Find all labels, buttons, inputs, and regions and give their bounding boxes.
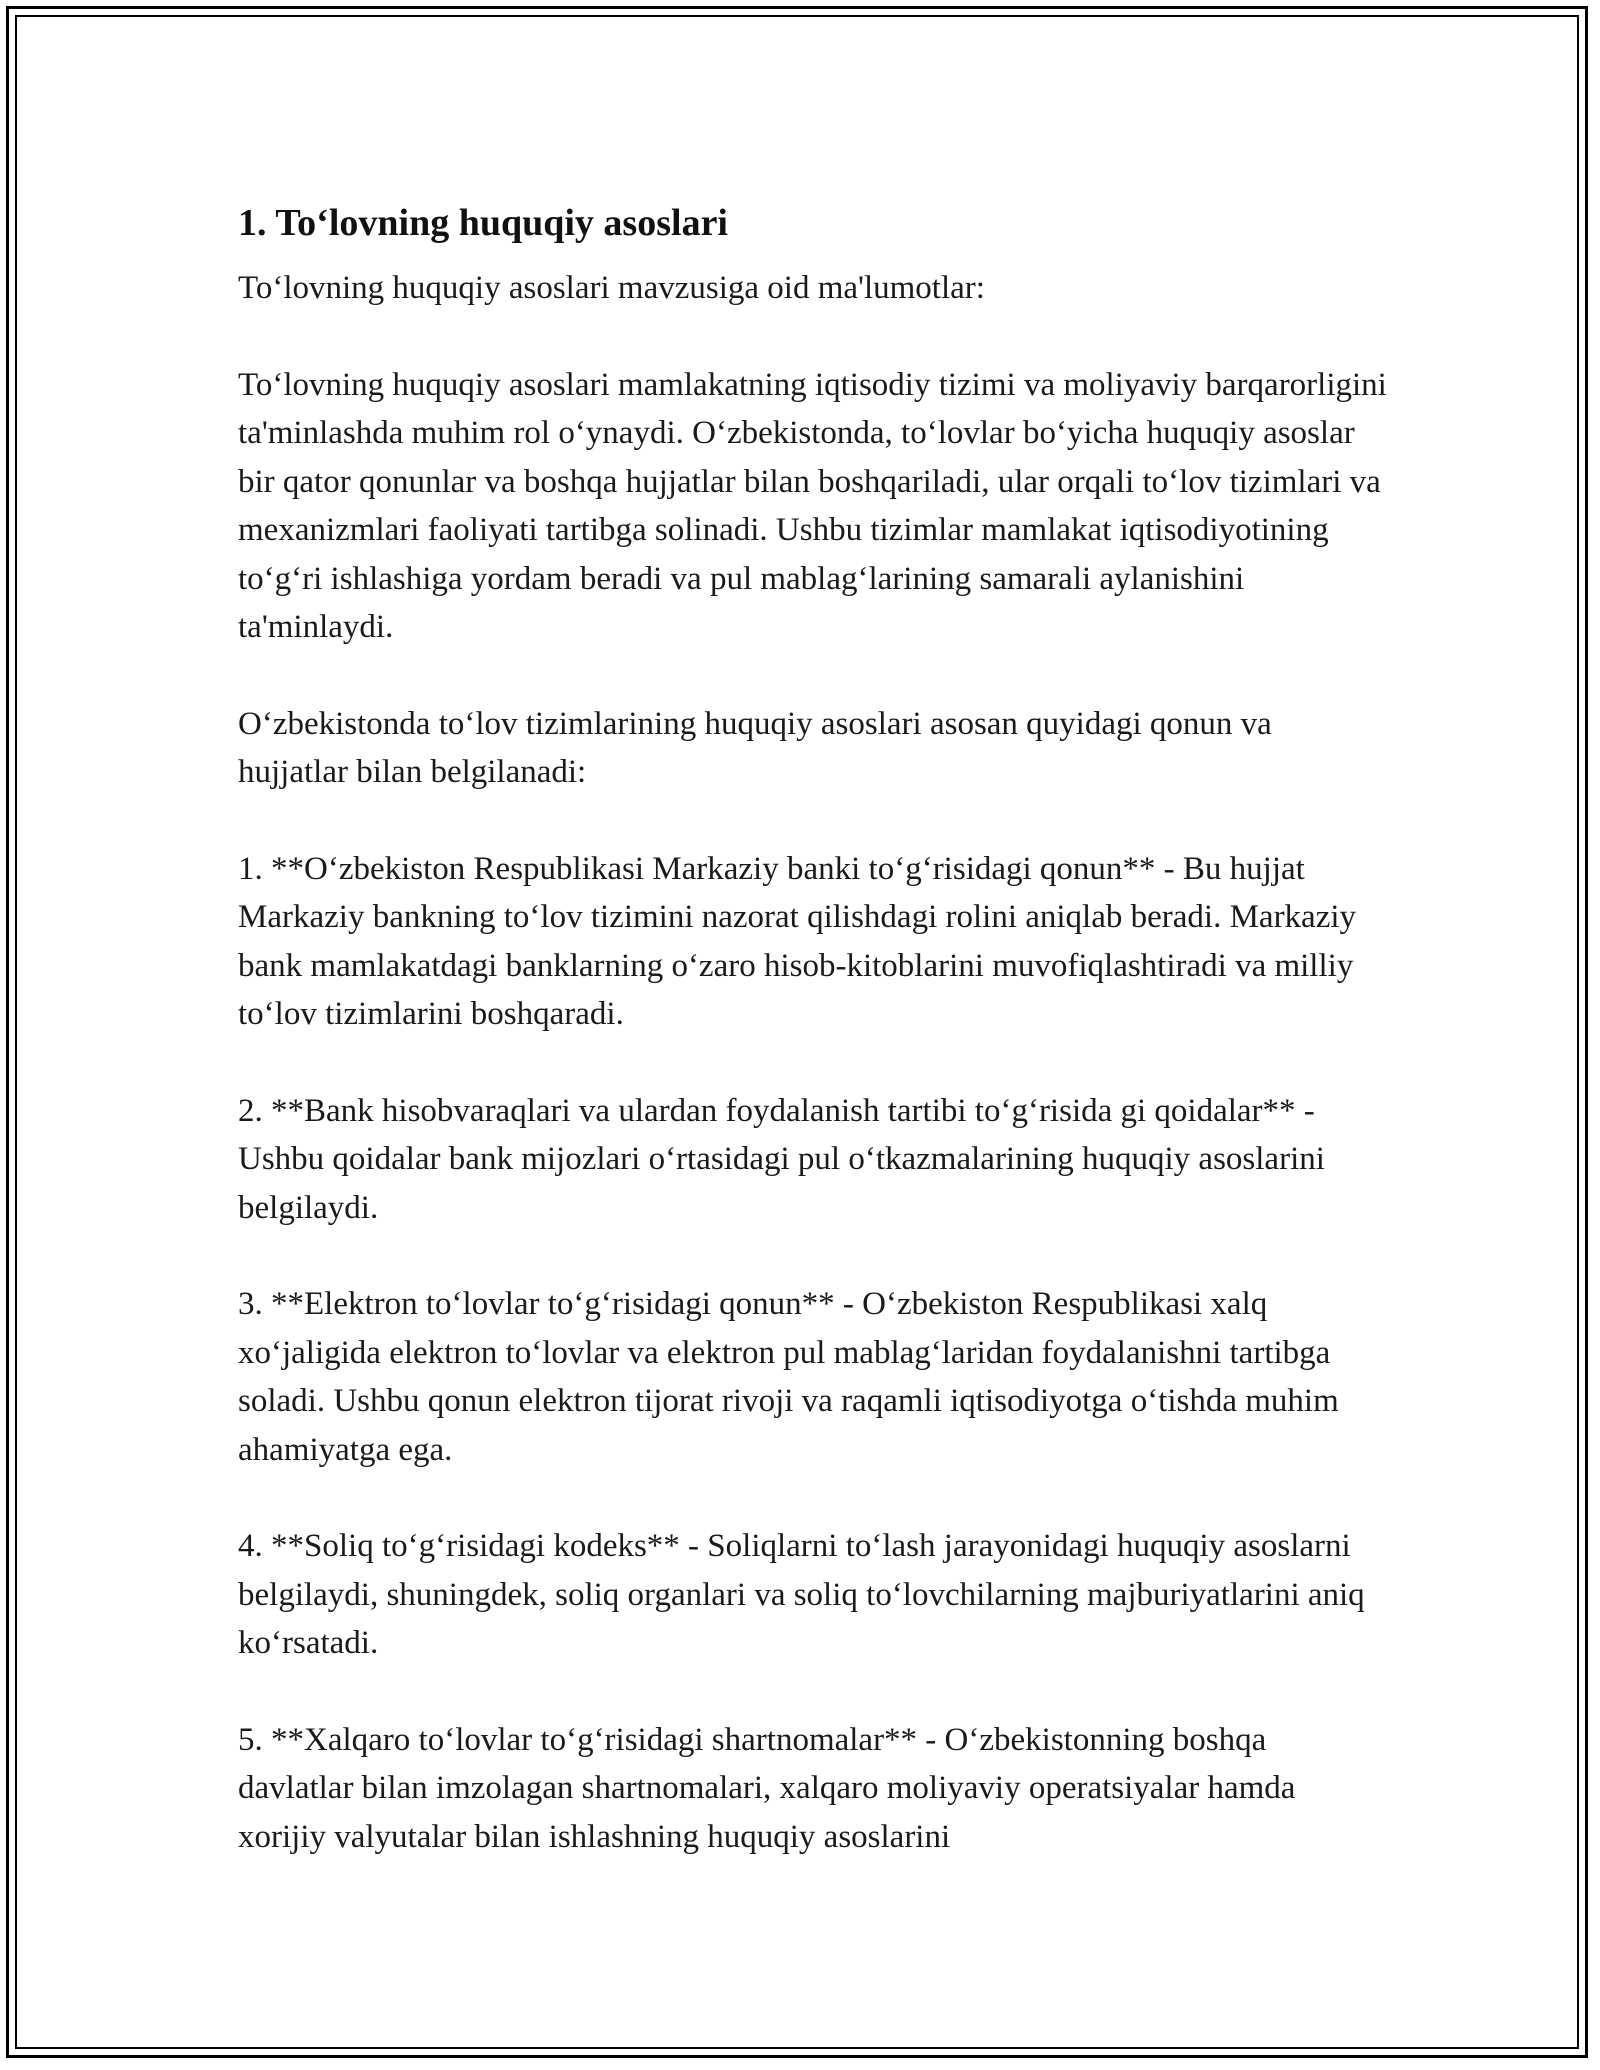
list-item-electronic-payments-law: 3. **Elektron to‘lovlar to‘g‘risidagi qonun** - O‘zbekiston Respublikasi xalq xo‘jaligida elektron to‘lovlar va elektron pul mablag‘laridan foydalanishni tartibga soladi. Ushbu qonun elektron tijorat rivoji va raqamli iqtisodiyotga o‘tishda muhim ahamiyatga ega. xyxy=(238,1286,1339,1468)
section-title: 1. To‘lovning huquqiy asoslari xyxy=(238,202,728,244)
document-page xyxy=(6,6,1588,2058)
list-item-international-agreements: 5. **Xalqaro to‘lovlar to‘g‘risidagi shartnomalar** - O‘zbekistonning boshqa davlatlar bilan imzolagan shartnomalari, xalqaro moliyaviy operatsiyalar hamda xorijiy valyutalar bilan ishlashning huquqiy asoslarini xyxy=(238,1721,1296,1855)
paragraph-overview: To‘lovning huquqiy asoslari mamlakatning iqtisodiy tizimi va moliyaviy barqarorligini ta'minlashda muhim rol o‘ynaydi. O‘zbekistonda, to‘lovlar bo‘yicha huquqiy asoslar bir qator qonunlar va boshqa hujjatlar bilan boshqariladi, ular orqali to‘lov tizimlari va mexanizmlari faoliyati tartibga solinadi. Ushbu tizimlar mamlakat iqtisodiyotining to‘g‘ri ishlashiga yordam beradi va pul mablag‘larining samarali aylanishini ta'minlaydi. xyxy=(238,366,1387,645)
paragraph-list-intro: O‘zbekistonda to‘lov tizimlarining huquqiy asoslari asosan quyidagi qonun va hujjatlar bilan belgilanadi: xyxy=(238,705,1272,790)
list-item-tax-code: 4. **Soliq to‘g‘risidagi kodeks** - Soliqlarni to‘lash jarayonidagi huquqiy asoslarni belgilaydi, shuningdek, soliq organlari va soliq to‘lovchilarning majburiyatlarini aniq ko‘rsatadi. xyxy=(238,1528,1365,1661)
intro-paragraph: To‘lovning huquqiy asoslari mavzusiga oid ma'lumotlar: xyxy=(238,270,985,306)
list-item-bank-accounts-rules: 2. **Bank hisobvaraqlari va ulardan foydalanish tartibi to‘g‘risida gi qoidalar** - Ushbu qoidalar bank mijozlari o‘rtasidagi pul o‘tkazmalarining huquqiy asoslarini belgilaydi. xyxy=(238,1092,1325,1226)
document-body xyxy=(238,196,1388,1909)
list-item-central-bank-law: 1. **O‘zbekiston Respublikasi Markaziy banki to‘g‘risidagi qonun** - Bu hujjat Markaziy bankning to‘lov tizimini nazorat qilishdagi rolini aniqlab beradi. Markaziy bank mamlakatdagi banklarning o‘zaro hisob-kitoblarini muvofiqlashtiradi va milliy to‘lov tizimlarini boshqaradi. xyxy=(238,850,1357,1032)
